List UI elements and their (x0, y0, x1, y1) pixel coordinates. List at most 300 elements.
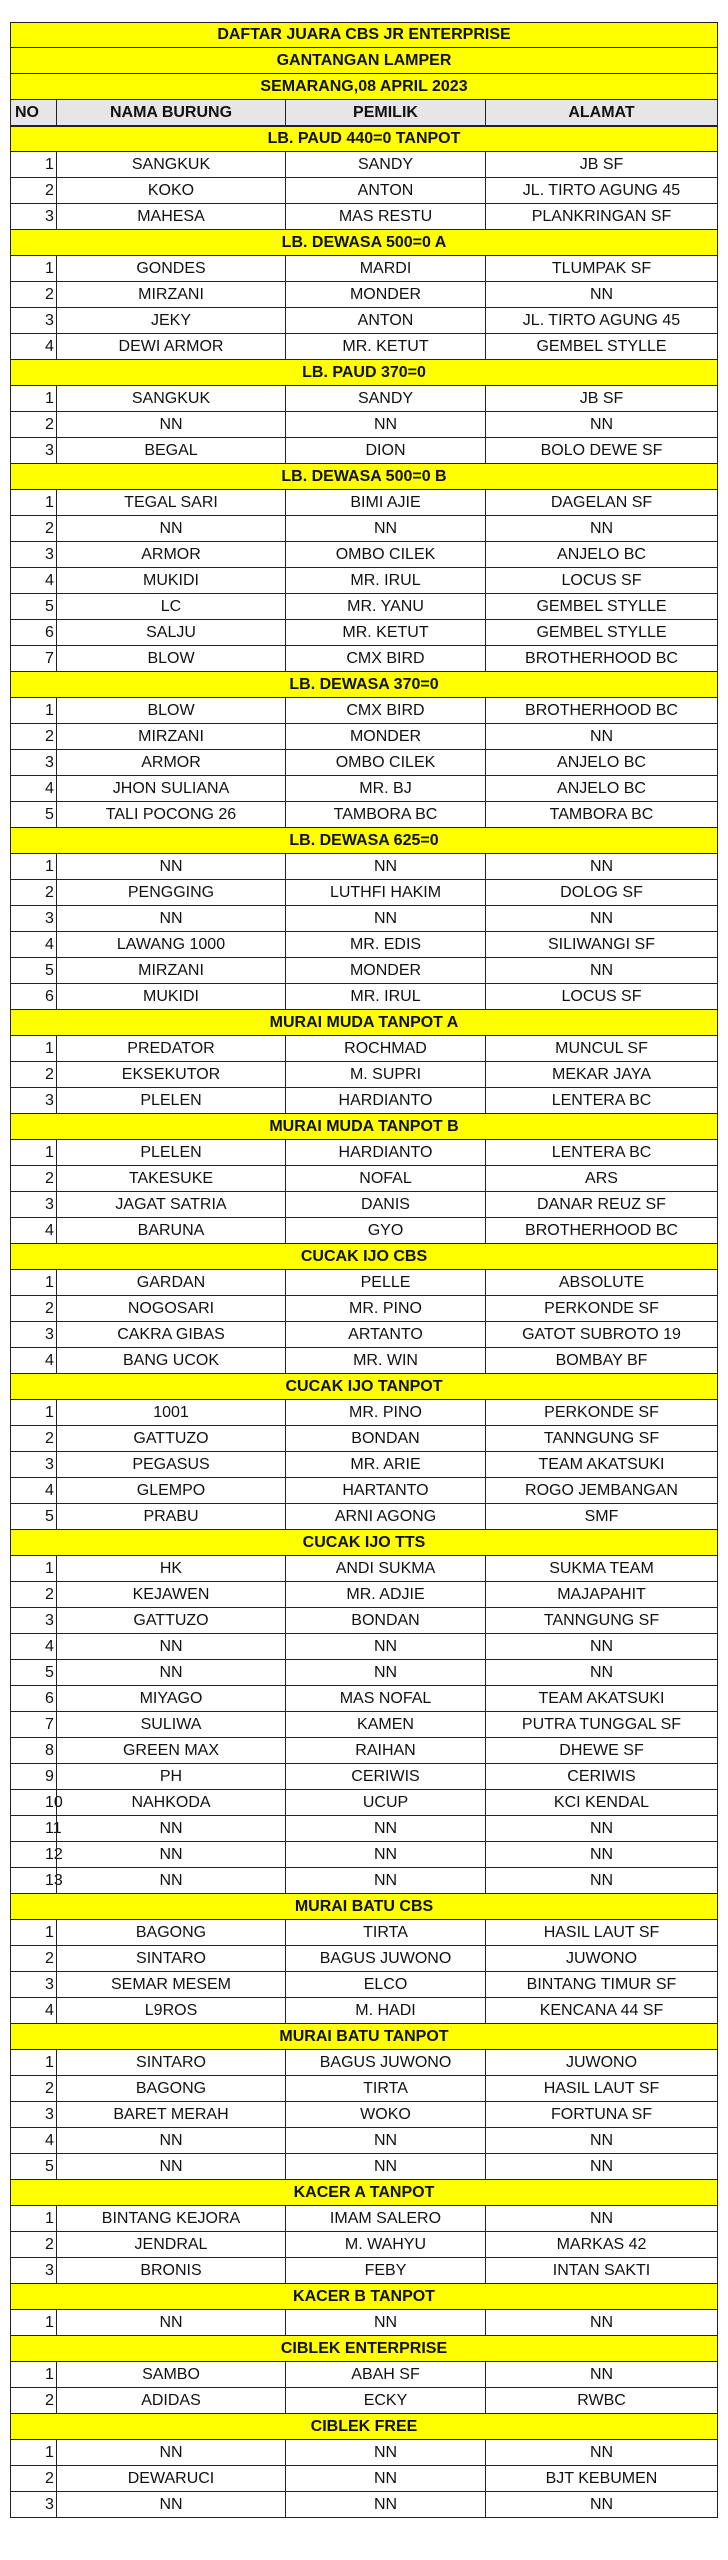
owner-cell: MR. KETUT (285, 334, 485, 359)
table-row (10, 2362, 718, 2388)
owner-cell: LUTHFI HAKIM (285, 880, 485, 905)
owner-cell: MR. ADJIE (285, 1582, 485, 1607)
owner-cell: MARDI (285, 256, 485, 281)
rank-cell: 5 (10, 802, 56, 827)
address-cell: MARKAS 42 (485, 2232, 718, 2257)
owner-cell: MR. KETUT (285, 620, 485, 645)
rank-cell: 1 (10, 2310, 56, 2335)
owner-cell: BONDAN (285, 1426, 485, 1451)
address-cell: NN (485, 1660, 718, 1685)
table-row (10, 776, 718, 802)
owner-cell: MONDER (285, 724, 485, 749)
rank-cell: 9 (10, 1764, 56, 1789)
address-cell: BOMBAY BF (485, 1348, 718, 1373)
bird-name-cell: NAHKODA (56, 1790, 285, 1815)
bird-name-cell: BRONIS (56, 2258, 285, 2283)
table-row (10, 308, 718, 334)
table-row (10, 1764, 718, 1790)
class-section-header (10, 1114, 718, 1140)
owner-cell: MR. WIN (285, 1348, 485, 1373)
table-row (10, 1270, 718, 1296)
table-row (10, 1686, 718, 1712)
column-header-address: ALAMAT (485, 100, 718, 125)
owner-cell: BAGUS JUWONO (285, 2050, 485, 2075)
address-cell: CERIWIS (485, 1764, 718, 1789)
bird-name-cell: GREEN MAX (56, 1738, 285, 1763)
table-row (10, 204, 718, 230)
table-row (10, 1348, 718, 1374)
owner-cell: ARTANTO (285, 1322, 485, 1347)
owner-cell: TIRTA (285, 1920, 485, 1945)
owner-cell: OMBO CILEK (285, 542, 485, 567)
rank-cell: 4 (10, 1348, 56, 1373)
address-cell: SMF (485, 1504, 718, 1529)
rank-cell: 11 (10, 1816, 56, 1841)
bird-name-cell: LAWANG 1000 (56, 932, 285, 957)
table-row (10, 724, 718, 750)
rank-cell: 6 (10, 620, 56, 645)
class-title: LB. DEWASA 370=0 (10, 672, 718, 697)
rank-cell: 3 (10, 438, 56, 463)
class-section-header (10, 2024, 718, 2050)
bird-name-cell: SEMAR MESEM (56, 1972, 285, 1997)
bird-name-cell: NN (56, 906, 285, 931)
bird-name-cell: NN (56, 1816, 285, 1841)
owner-cell: NN (285, 1634, 485, 1659)
bird-name-cell: JEKY (56, 308, 285, 333)
class-title: CUCAK IJO TTS (10, 1530, 718, 1555)
table-row (10, 1218, 718, 1244)
table-row (10, 1400, 718, 1426)
bird-name-cell: PREDATOR (56, 1036, 285, 1061)
class-title: CIBLEK FREE (10, 2414, 718, 2439)
address-cell: TEAM AKATSUKI (485, 1452, 718, 1477)
bird-name-cell: EKSEKUTOR (56, 1062, 285, 1087)
table-row (10, 1322, 718, 1348)
bird-name-cell: MUKIDI (56, 984, 285, 1009)
rank-cell: 2 (10, 2076, 56, 2101)
class-title: MURAI BATU CBS (10, 1894, 718, 1919)
address-cell: NN (485, 516, 718, 541)
table-row (10, 152, 718, 178)
bird-name-cell: MUKIDI (56, 568, 285, 593)
bird-name-cell: PRABU (56, 1504, 285, 1529)
address-cell: MEKAR JAYA (485, 1062, 718, 1087)
bird-name-cell: SAMBO (56, 2362, 285, 2387)
table-row (10, 1660, 718, 1686)
owner-cell: MR. ARIE (285, 1452, 485, 1477)
rank-cell: 1 (10, 1556, 56, 1581)
bird-name-cell: NN (56, 2492, 285, 2517)
table-row (10, 1868, 718, 1894)
class-section-header (10, 2284, 718, 2310)
rank-cell: 3 (10, 906, 56, 931)
rank-cell: 2 (10, 724, 56, 749)
rank-cell: 7 (10, 1712, 56, 1737)
owner-cell: BIMI AJIE (285, 490, 485, 515)
table-row (10, 1972, 718, 1998)
owner-cell: SANDY (285, 386, 485, 411)
owner-cell: FEBY (285, 2258, 485, 2283)
table-row (10, 958, 718, 984)
results-body (10, 126, 718, 2518)
address-cell: TLUMPAK SF (485, 256, 718, 281)
table-row (10, 334, 718, 360)
owner-cell: MAS RESTU (285, 204, 485, 229)
rank-cell: 13 (10, 1868, 56, 1893)
bird-name-cell: PENGGING (56, 880, 285, 905)
bird-name-cell: BEGAL (56, 438, 285, 463)
bird-name-cell: SANGKUK (56, 152, 285, 177)
bird-name-cell: BINTANG KEJORA (56, 2206, 285, 2231)
bird-name-cell: NN (56, 854, 285, 879)
owner-cell: NN (285, 1660, 485, 1685)
bird-name-cell: MIYAGO (56, 1686, 285, 1711)
table-row (10, 256, 718, 282)
address-cell: BROTHERHOOD BC (485, 698, 718, 723)
table-row (10, 386, 718, 412)
owner-cell: DION (285, 438, 485, 463)
table-row (10, 2388, 718, 2414)
address-cell: TANNGUNG SF (485, 1608, 718, 1633)
table-row (10, 1816, 718, 1842)
class-title: KACER A TANPOT (10, 2180, 718, 2205)
owner-cell: ANTON (285, 308, 485, 333)
owner-cell: ELCO (285, 1972, 485, 1997)
owner-cell: BONDAN (285, 1608, 485, 1633)
table-row (10, 2466, 718, 2492)
address-cell: KENCANA 44 SF (485, 1998, 718, 2023)
rank-cell: 6 (10, 1686, 56, 1711)
table-row (10, 646, 718, 672)
address-cell: DOLOG SF (485, 880, 718, 905)
table-row (10, 1946, 718, 1972)
rank-cell: 3 (10, 1608, 56, 1633)
bird-name-cell: NN (56, 2128, 285, 2153)
address-cell: DHEWE SF (485, 1738, 718, 1763)
owner-cell: HARDIANTO (285, 1140, 485, 1165)
owner-cell: SANDY (285, 152, 485, 177)
rank-cell: 3 (10, 308, 56, 333)
rank-cell: 8 (10, 1738, 56, 1763)
class-title: LB. PAUD 440=0 TANPOT (10, 127, 718, 151)
bird-name-cell: PLELEN (56, 1140, 285, 1165)
rank-cell: 1 (10, 386, 56, 411)
address-cell: NN (485, 2154, 718, 2179)
address-cell: NN (485, 1816, 718, 1841)
rank-cell: 1 (10, 1036, 56, 1061)
class-section-header (10, 230, 718, 256)
address-cell: ARS (485, 1166, 718, 1191)
owner-cell: NN (285, 906, 485, 931)
owner-cell: MR. EDIS (285, 932, 485, 957)
table-row (10, 438, 718, 464)
column-header-bird: NAMA BURUNG (56, 100, 285, 125)
bird-name-cell: BAGONG (56, 1920, 285, 1945)
rank-cell: 5 (10, 594, 56, 619)
class-section-header (10, 1374, 718, 1400)
bird-name-cell: PEGASUS (56, 1452, 285, 1477)
table-row (10, 1036, 718, 1062)
bird-name-cell: SINTARO (56, 2050, 285, 2075)
rank-cell: 2 (10, 282, 56, 307)
address-cell: NN (485, 2362, 718, 2387)
owner-cell: NN (285, 2128, 485, 2153)
owner-cell: M. WAHYU (285, 2232, 485, 2257)
rank-cell: 4 (10, 932, 56, 957)
table-row (10, 2050, 718, 2076)
rank-cell: 2 (10, 178, 56, 203)
address-cell: TANNGUNG SF (485, 1426, 718, 1451)
bird-name-cell: PH (56, 1764, 285, 1789)
bird-name-cell: DEWARUCI (56, 2466, 285, 2491)
table-row (10, 2154, 718, 2180)
rank-cell: 3 (10, 1452, 56, 1477)
address-cell: NN (485, 2492, 718, 2517)
rank-cell: 7 (10, 646, 56, 671)
owner-cell: CMX BIRD (285, 698, 485, 723)
bird-name-cell: SALJU (56, 620, 285, 645)
owner-cell: MONDER (285, 958, 485, 983)
address-cell: SUKMA TEAM (485, 1556, 718, 1581)
rank-cell: 1 (10, 854, 56, 879)
rank-cell: 1 (10, 2206, 56, 2231)
bird-name-cell: CAKRA GIBAS (56, 1322, 285, 1347)
address-cell: PERKONDE SF (485, 1400, 718, 1425)
rank-cell: 2 (10, 1296, 56, 1321)
class-title: MURAI MUDA TANPOT A (10, 1010, 718, 1035)
rank-cell: 3 (10, 2102, 56, 2127)
bird-name-cell: MAHESA (56, 204, 285, 229)
bird-name-cell: NN (56, 2154, 285, 2179)
rank-cell: 4 (10, 568, 56, 593)
rank-cell: 10 (10, 1790, 56, 1815)
rank-cell: 4 (10, 334, 56, 359)
address-cell: GATOT SUBROTO 19 (485, 1322, 718, 1347)
owner-cell: NN (285, 1816, 485, 1841)
rank-cell: 3 (10, 1322, 56, 1347)
table-row (10, 542, 718, 568)
bird-name-cell: 1001 (56, 1400, 285, 1425)
bird-name-cell: ARMOR (56, 750, 285, 775)
bird-name-cell: TEGAL SARI (56, 490, 285, 515)
address-cell: BJT KEBUMEN (485, 2466, 718, 2491)
class-section-header (10, 672, 718, 698)
rank-cell: 3 (10, 542, 56, 567)
table-row (10, 932, 718, 958)
table-row (10, 620, 718, 646)
table-row (10, 412, 718, 438)
bird-name-cell: NN (56, 412, 285, 437)
rank-cell: 2 (10, 1946, 56, 1971)
class-title: KACER B TANPOT (10, 2284, 718, 2309)
bird-name-cell: PLELEN (56, 1088, 285, 1113)
address-cell: JL. TIRTO AGUNG 45 (485, 308, 718, 333)
sheet-title: DAFTAR JUARA CBS JR ENTERPRISE (10, 23, 718, 47)
rank-cell: 2 (10, 1582, 56, 1607)
table-row (10, 854, 718, 880)
class-section-header (10, 2336, 718, 2362)
table-row (10, 698, 718, 724)
table-row (10, 1998, 718, 2024)
owner-cell: MAS NOFAL (285, 1686, 485, 1711)
owner-cell: MR. YANU (285, 594, 485, 619)
place-date: SEMARANG,08 APRIL 2023 (10, 74, 718, 99)
rank-cell: 3 (10, 2492, 56, 2517)
venue-banner (10, 48, 718, 74)
address-cell: PUTRA TUNGGAL SF (485, 1712, 718, 1737)
table-row (10, 1166, 718, 1192)
table-row (10, 282, 718, 308)
table-row (10, 1296, 718, 1322)
rank-cell: 1 (10, 2050, 56, 2075)
class-section-header (10, 1894, 718, 1920)
bird-name-cell: JENDRAL (56, 2232, 285, 2257)
address-cell: SILIWANGI SF (485, 932, 718, 957)
table-row (10, 1504, 718, 1530)
owner-cell: RAIHAN (285, 1738, 485, 1763)
rank-cell: 1 (10, 490, 56, 515)
table-row (10, 2102, 718, 2128)
owner-cell: NN (285, 854, 485, 879)
address-cell: BINTANG TIMUR SF (485, 1972, 718, 1997)
bird-name-cell: NN (56, 2440, 285, 2465)
table-row (10, 1634, 718, 1660)
bird-name-cell: SULIWA (56, 1712, 285, 1737)
table-row (10, 750, 718, 776)
rank-cell: 2 (10, 2466, 56, 2491)
owner-cell: NN (285, 2310, 485, 2335)
address-cell: HASIL LAUT SF (485, 2076, 718, 2101)
owner-cell: ANTON (285, 178, 485, 203)
bird-name-cell: LC (56, 594, 285, 619)
address-cell: ROGO JEMBANGAN (485, 1478, 718, 1503)
column-header-no: NO (10, 100, 56, 125)
rank-cell: 1 (10, 1920, 56, 1945)
owner-cell: NN (285, 2154, 485, 2179)
address-cell: NN (485, 1842, 718, 1867)
bird-name-cell: JAGAT SATRIA (56, 1192, 285, 1217)
class-title: LB. DEWASA 625=0 (10, 828, 718, 853)
bird-name-cell: BANG UCOK (56, 1348, 285, 1373)
owner-cell: NN (285, 2492, 485, 2517)
rank-cell: 5 (10, 1660, 56, 1685)
table-row (10, 568, 718, 594)
table-row (10, 1790, 718, 1816)
table-row (10, 1608, 718, 1634)
rank-cell: 5 (10, 2154, 56, 2179)
class-title: LB. PAUD 370=0 (10, 360, 718, 385)
bird-name-cell: ADIDAS (56, 2388, 285, 2413)
owner-cell: MR. IRUL (285, 984, 485, 1009)
table-row (10, 1738, 718, 1764)
address-cell: NN (485, 412, 718, 437)
bird-name-cell: L9ROS (56, 1998, 285, 2023)
bird-name-cell: MIRZANI (56, 958, 285, 983)
address-cell: LOCUS SF (485, 984, 718, 1009)
owner-cell: TAMBORA BC (285, 802, 485, 827)
class-section-header (10, 360, 718, 386)
bird-name-cell: TALI POCONG 26 (56, 802, 285, 827)
class-title: MURAI MUDA TANPOT B (10, 1114, 718, 1139)
address-cell: DANAR REUZ SF (485, 1192, 718, 1217)
rank-cell: 2 (10, 2232, 56, 2257)
owner-cell: ECKY (285, 2388, 485, 2413)
rank-cell: 4 (10, 2128, 56, 2153)
rank-cell: 1 (10, 1140, 56, 1165)
class-section-header (10, 126, 718, 152)
owner-cell: ANDI SUKMA (285, 1556, 485, 1581)
address-cell: KCI KENDAL (485, 1790, 718, 1815)
table-row (10, 594, 718, 620)
rank-cell: 4 (10, 776, 56, 801)
table-row (10, 2232, 718, 2258)
bird-name-cell: MIRZANI (56, 282, 285, 307)
address-cell: GEMBEL STYLLE (485, 594, 718, 619)
owner-cell: KAMEN (285, 1712, 485, 1737)
rank-cell: 4 (10, 1634, 56, 1659)
address-cell: TAMBORA BC (485, 802, 718, 827)
bird-name-cell: GATTUZO (56, 1426, 285, 1451)
venue-title: GANTANGAN LAMPER (10, 48, 718, 73)
bird-name-cell: SANGKUK (56, 386, 285, 411)
rank-cell: 1 (10, 152, 56, 177)
table-row (10, 1582, 718, 1608)
rank-cell: 3 (10, 1192, 56, 1217)
table-row (10, 2076, 718, 2102)
rank-cell: 4 (10, 1998, 56, 2023)
bird-name-cell: MIRZANI (56, 724, 285, 749)
owner-cell: UCUP (285, 1790, 485, 1815)
class-section-header (10, 1010, 718, 1036)
table-row (10, 880, 718, 906)
owner-cell: DANIS (285, 1192, 485, 1217)
column-header-row (10, 100, 718, 126)
rank-cell: 1 (10, 1400, 56, 1425)
class-title: CIBLEK ENTERPRISE (10, 2336, 718, 2361)
bird-name-cell: BAGONG (56, 2076, 285, 2101)
column-header-owner: PEMILIK (285, 100, 485, 125)
bird-name-cell: BARET MERAH (56, 2102, 285, 2127)
class-section-header (10, 2414, 718, 2440)
table-row (10, 1452, 718, 1478)
bird-name-cell: NN (56, 1660, 285, 1685)
results-sheet (10, 22, 718, 2518)
address-cell: NN (485, 1634, 718, 1659)
address-cell: DAGELAN SF (485, 490, 718, 515)
address-cell: FORTUNA SF (485, 2102, 718, 2127)
table-row (10, 1140, 718, 1166)
table-row (10, 1712, 718, 1738)
address-cell: NN (485, 282, 718, 307)
owner-cell: NN (285, 2466, 485, 2491)
table-row (10, 2258, 718, 2284)
address-cell: PLANKRINGAN SF (485, 204, 718, 229)
owner-cell: CMX BIRD (285, 646, 485, 671)
address-cell: INTAN SAKTI (485, 2258, 718, 2283)
rank-cell: 2 (10, 412, 56, 437)
address-cell: TEAM AKATSUKI (485, 1686, 718, 1711)
owner-cell: NN (285, 1868, 485, 1893)
rank-cell: 1 (10, 1270, 56, 1295)
rank-cell: 1 (10, 2362, 56, 2387)
rank-cell: 3 (10, 750, 56, 775)
class-section-header (10, 1244, 718, 1270)
owner-cell: NN (285, 516, 485, 541)
bird-name-cell: BLOW (56, 646, 285, 671)
address-cell: BROTHERHOOD BC (485, 646, 718, 671)
address-cell: NN (485, 2128, 718, 2153)
